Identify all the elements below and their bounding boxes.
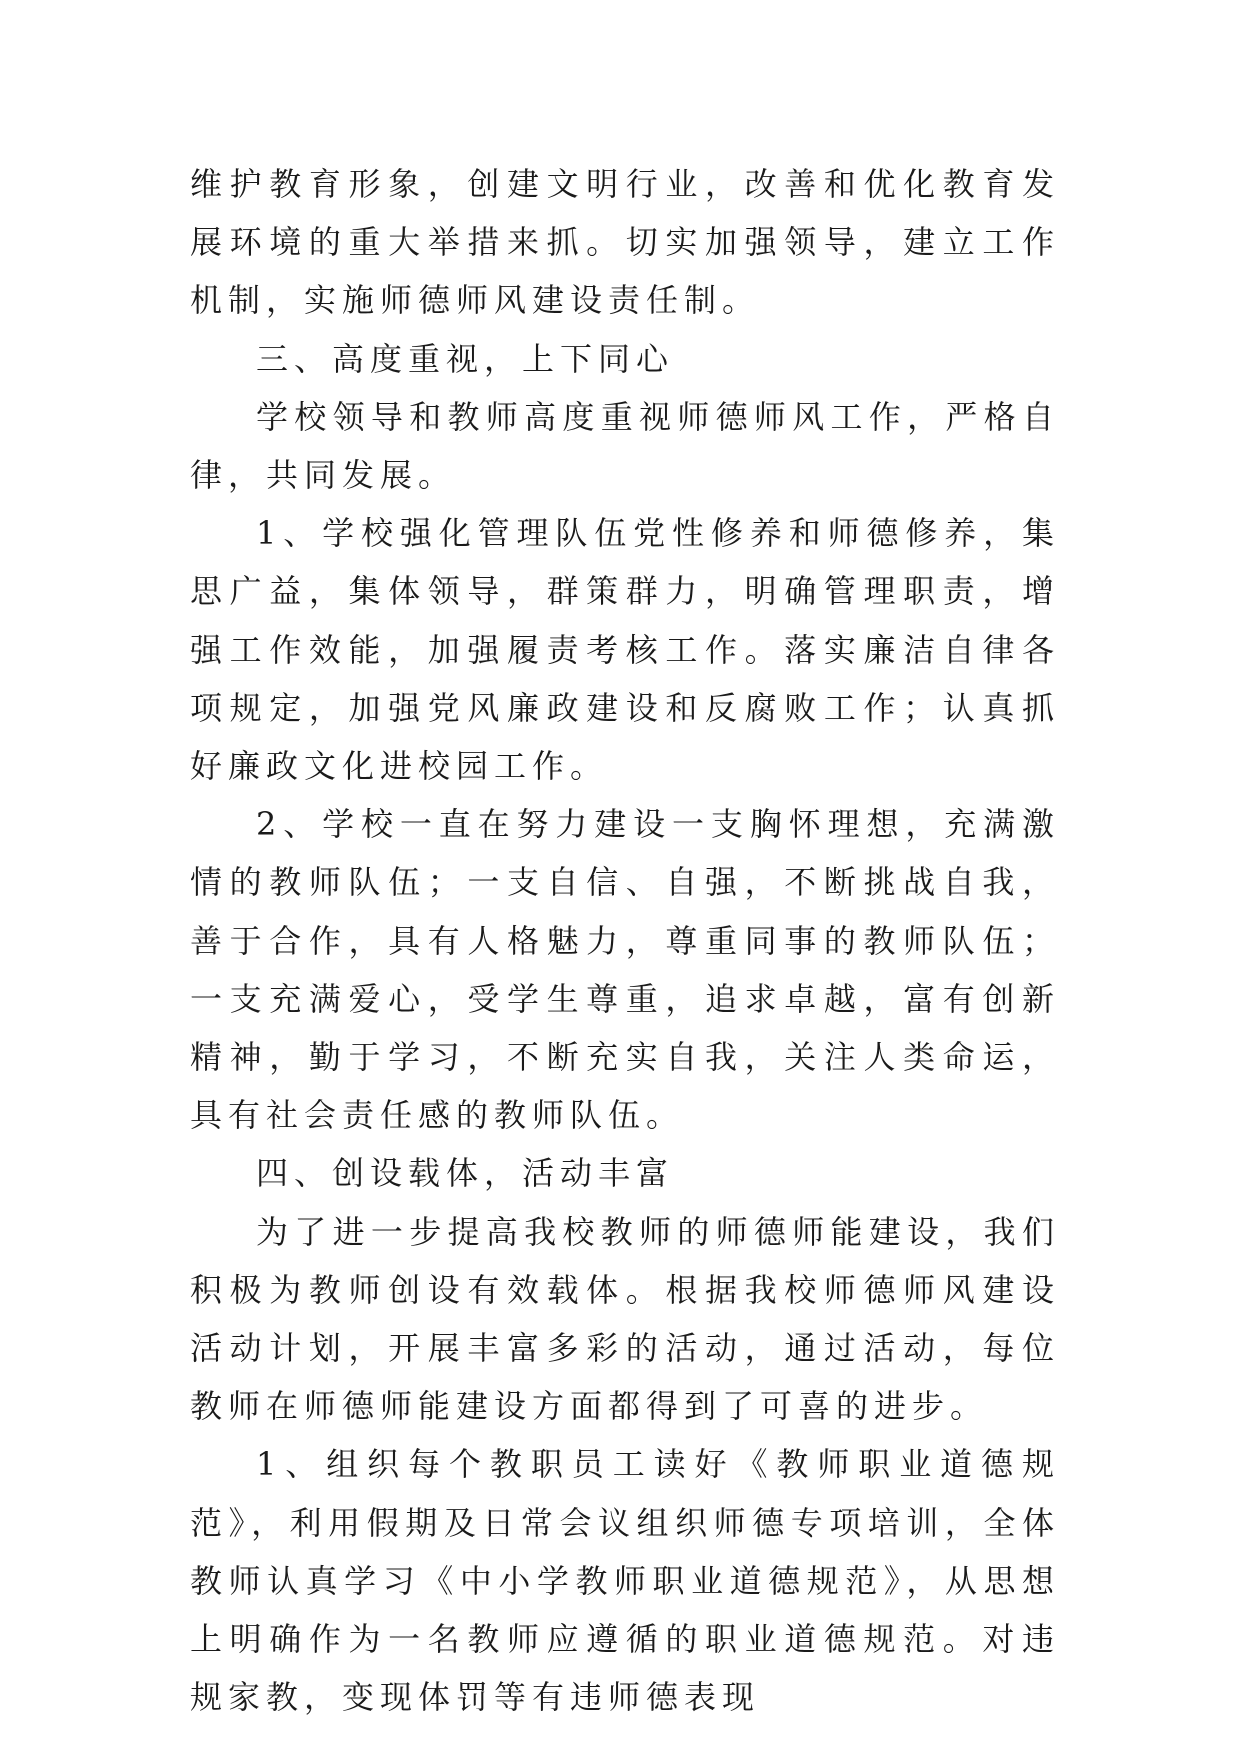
paragraph-continuation: 维护教育形象，创建文明行业，改善和优化教育发展环境的重大举措来抓。切实加强领导，建立工作机制，实施师德师风建设责任制。 (190, 165, 1060, 320)
paragraph: 2、学校一直在努力建设一支胸怀理想，充满激情的教师队伍；一支自信、自强，不断挑战自我，善于合作，具有人格魅力，尊重同事的教师队伍；一支充满爱心，受学生尊重，追求卓越，富有创新精神，勤于学习，不断充实自我，关注人类命运，具有社会责任感的教师队伍。 (190, 805, 1060, 1135)
paragraph: 学校领导和教师高度重视师德师风工作，严格自律，共同发展。 (190, 397, 1060, 495)
document-body (190, 155, 1060, 1726)
section-heading-3: 三、高度重视，上下同心 (256, 339, 675, 378)
paragraph: 为了进一步提高我校教师的师德师能建设，我们积极为教师创设有效载体。根据我校师德师风建设活动计划，开展丰富多彩的活动，通过活动，每位教师在师德师能建设方面都得到了可喜的进步。 (190, 1212, 1060, 1426)
paragraph: 1、组织每个教职员工读好《教师职业道德规范》，利用假期及日常会议组织师德专项培训，全体教师认真学习《中小学教师职业道德规范》，从思想上明确作为一名教师应遵循的职业道德规范。对违规家教，变现体罚等有违师德表现 (190, 1445, 1060, 1717)
section-heading-4: 四、创设载体，活动丰富 (256, 1154, 675, 1193)
paragraph: 1、学校强化管理队伍党性修养和师德修养，集思广益，集体领导，群策群力，明确管理职责，增强工作效能，加强履责考核工作。落实廉洁自律各项规定，加强党风廉政建设和反腐败工作；认真抓好廉政文化进校园工作。 (190, 514, 1060, 786)
